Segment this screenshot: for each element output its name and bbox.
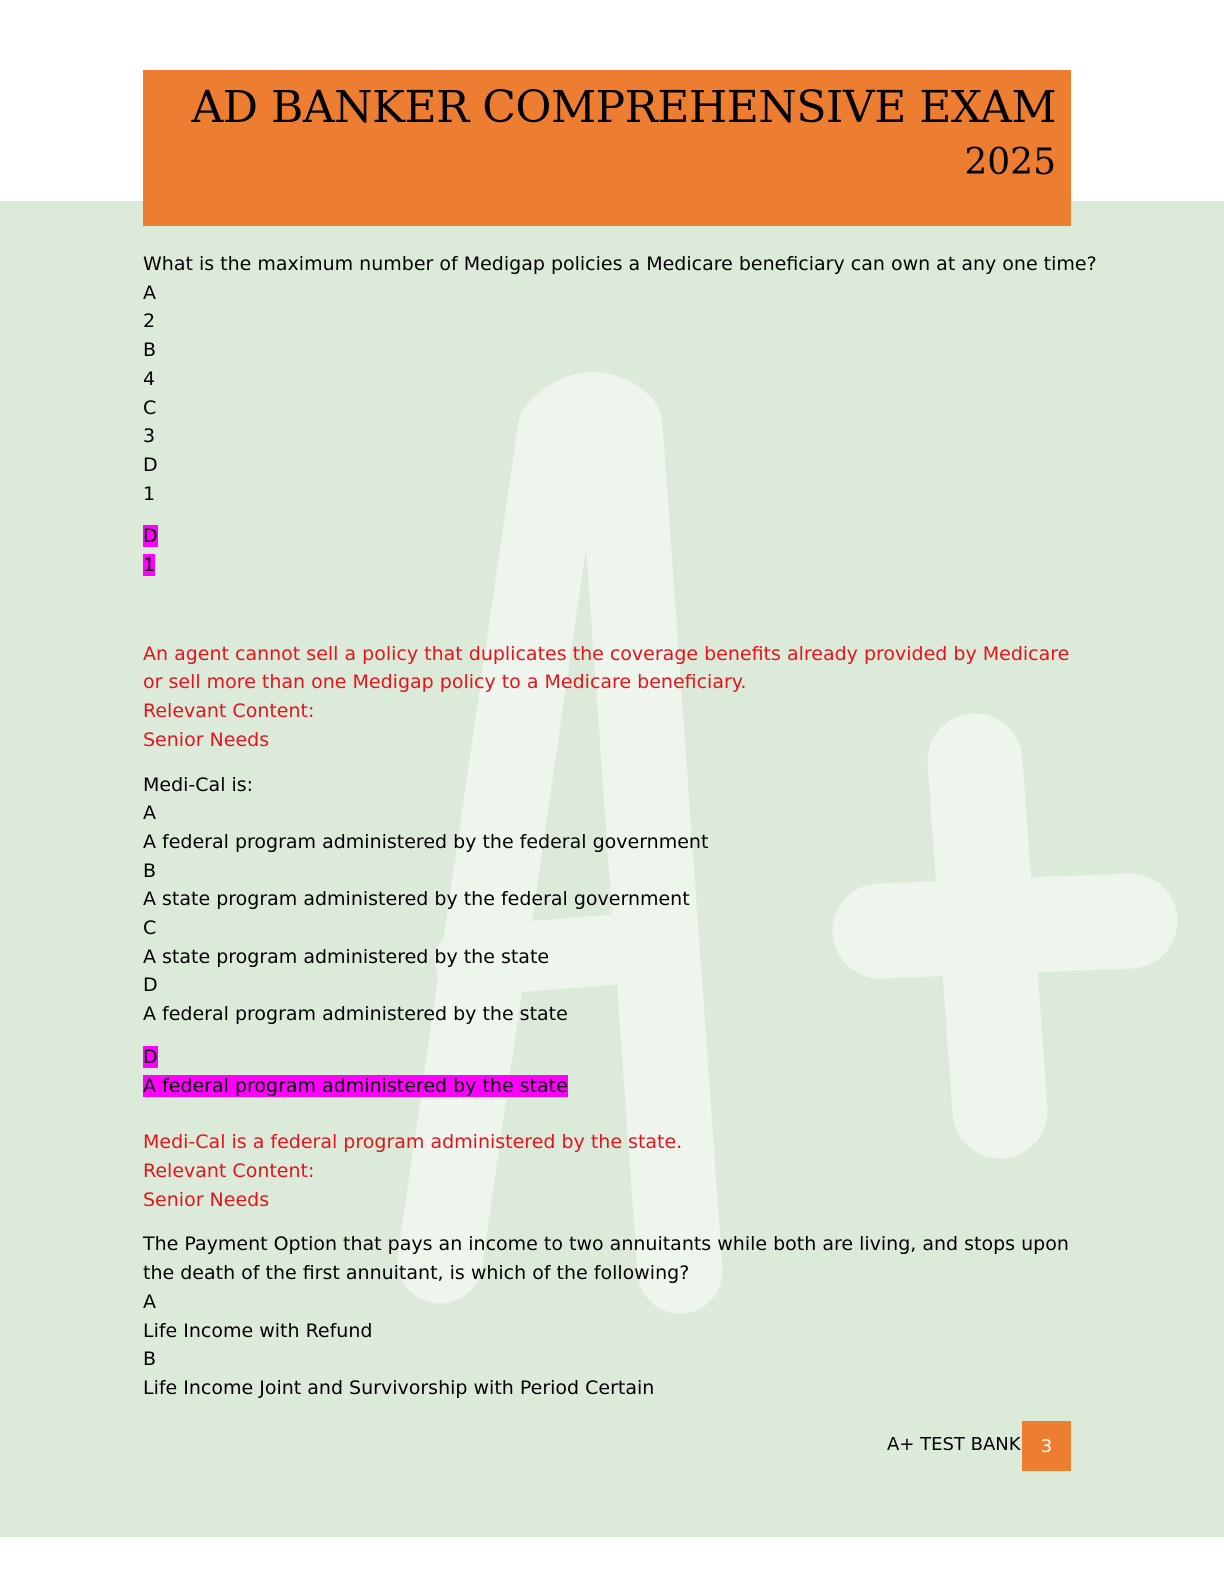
option-text: A state program administered by the state (143, 945, 550, 968)
answer-explanation: An agent cannot sell a policy that duplicates the coverage benefits already provided by Medicare or sell more than one Medigap policy to a Medicare beneficiary. (143, 642, 1070, 694)
relevant-content-label: Relevant Content: (143, 1159, 315, 1182)
question-content (143, 250, 1097, 1403)
option-text: 2 (143, 310, 156, 333)
option-letter: A (143, 802, 156, 825)
answer-text: A federal program administered by the state (143, 1074, 568, 1097)
footer-label: A+ TEST BANK (887, 1434, 1021, 1455)
option-text: 3 (143, 425, 156, 448)
option-letter: B (143, 339, 157, 362)
page-number: 3 (1022, 1421, 1071, 1471)
document-year: 2025 (964, 142, 1056, 183)
option-letter: C (143, 917, 157, 940)
option-letter: D (143, 974, 158, 997)
answer-letter: D (143, 1045, 158, 1068)
question-prompt: What is the maximum number of Medigap policies a Medicare beneficiary can own at any one time? (143, 253, 1097, 275)
relevant-content-label: Relevant Content: (143, 700, 315, 723)
answer-explanation: Medi-Cal is a federal program administered by the state. (143, 1131, 683, 1154)
question-prompt: Medi-Cal is: (143, 773, 254, 796)
option-text: Life Income with Refund (143, 1319, 373, 1342)
option-text: Life Income Joint and Survivorship with Period Certain (143, 1376, 655, 1399)
answer-text: 1 (143, 554, 156, 577)
option-text: 1 (143, 482, 156, 505)
document-title: AD BANKER COMPREHENSIVE EXAM (191, 82, 1056, 133)
option-letter: C (143, 396, 157, 419)
option-letter: A (143, 281, 156, 304)
relevant-content-value: Senior Needs (143, 1188, 270, 1211)
option-text: 4 (143, 367, 156, 390)
option-letter: A (143, 1290, 156, 1313)
option-text: A federal program administered by the state (143, 1003, 568, 1026)
header-banner (143, 70, 1071, 226)
option-text: A federal program administered by the federal government (143, 830, 709, 853)
question-prompt: The Payment Option that pays an income to two annuitants while both are living, and stops upon the death of the first annuitant, is which of the following? (143, 1233, 1069, 1285)
relevant-content-value: Senior Needs (143, 728, 270, 751)
option-letter: D (143, 453, 158, 476)
answer-letter: D (143, 525, 158, 548)
option-text: A state program administered by the federal government (143, 888, 690, 911)
option-letter: B (143, 859, 157, 882)
option-letter: B (143, 1348, 157, 1371)
